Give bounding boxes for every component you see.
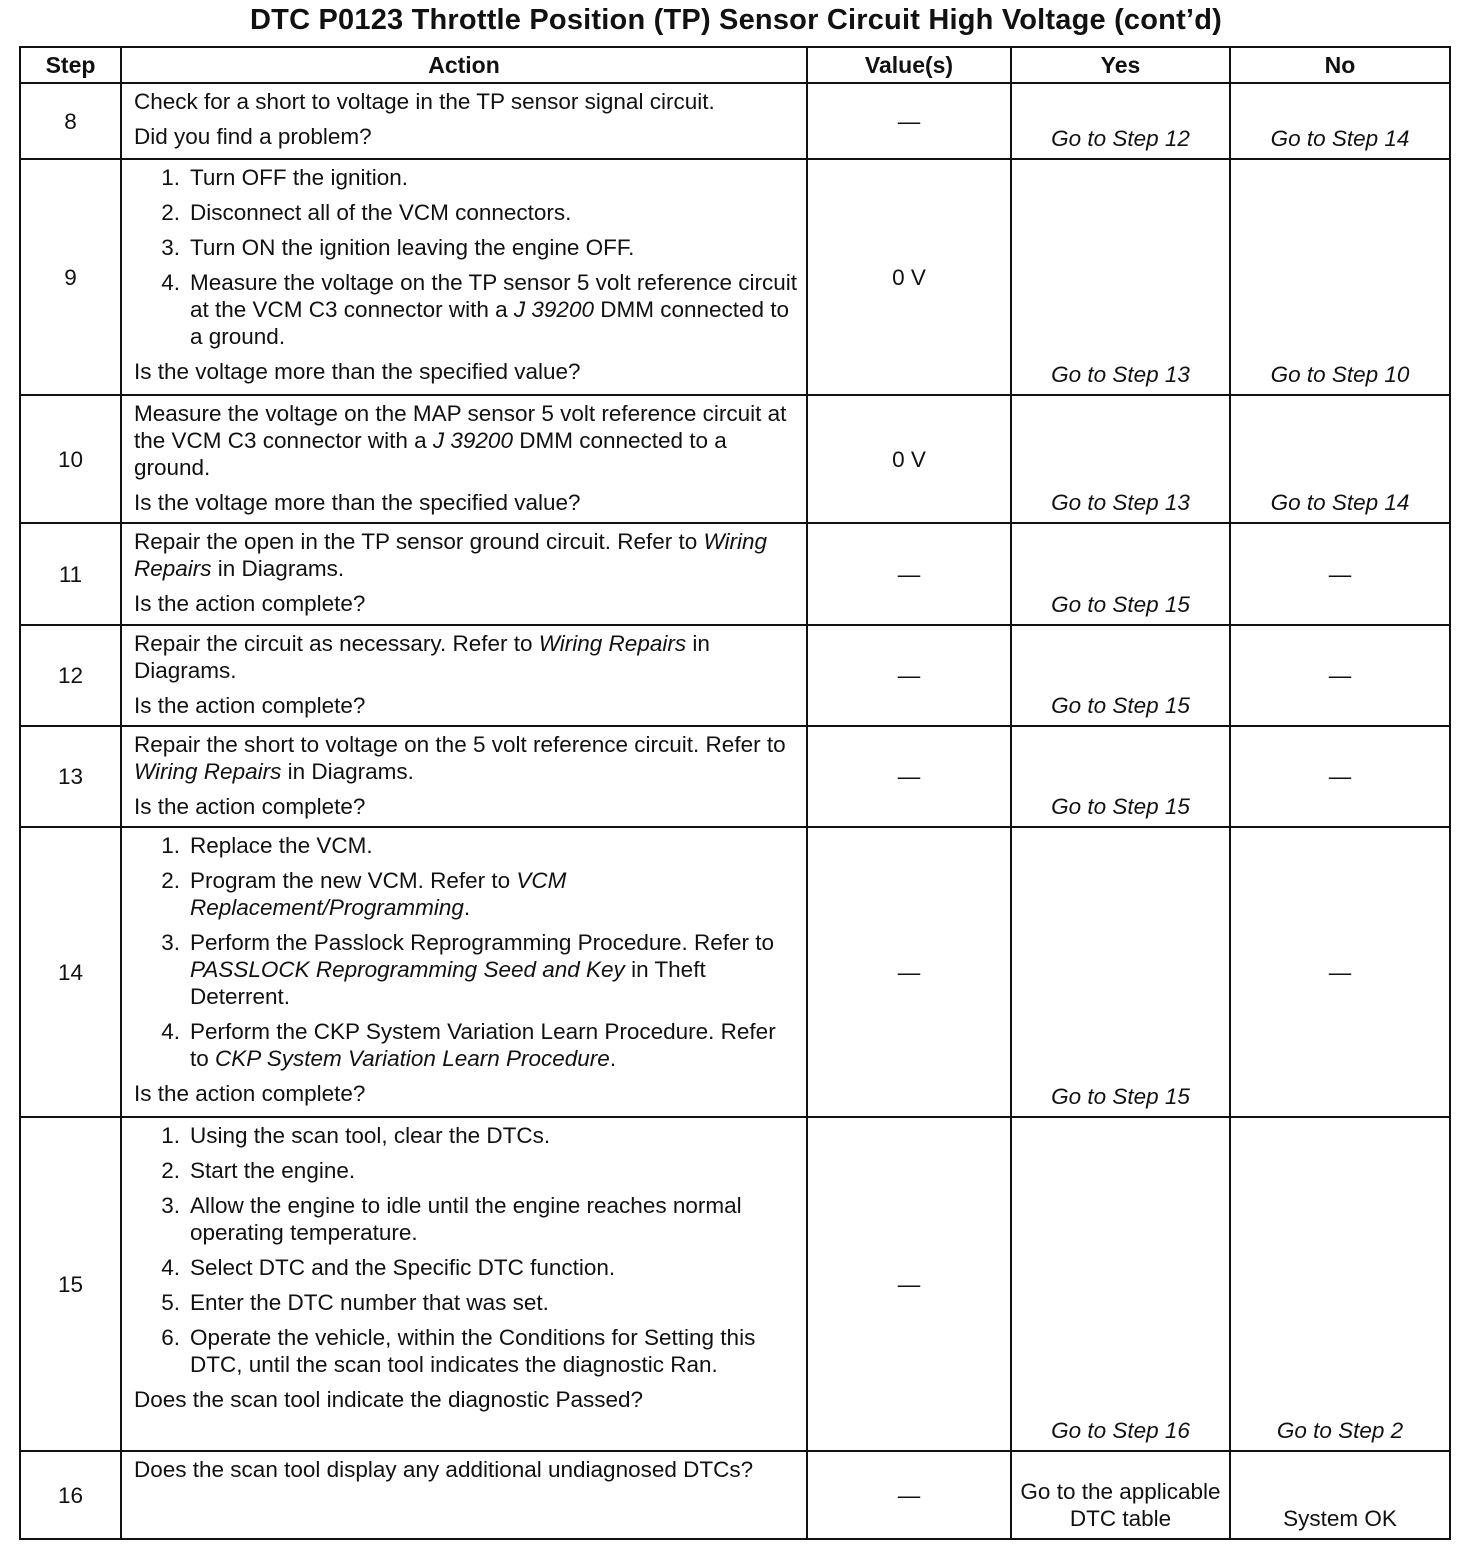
step-number: 15 (20, 1117, 121, 1451)
yes-cell: Go to Step 13 (1011, 159, 1230, 395)
action-question: Is the action complete? (134, 794, 366, 819)
action-question: Is the action complete? (134, 1081, 366, 1106)
action-question: Does the scan tool indicate the diagnostic Passed? (134, 1387, 644, 1412)
header-action: Action (121, 47, 807, 83)
header-values: Value(s) (807, 47, 1011, 83)
action-cell (121, 1117, 807, 1451)
document-reference: VCM Replacement/Programming (190, 868, 567, 920)
yes-cell: Go to the applicable DTC table (1011, 1451, 1230, 1539)
list-item: 6. Operate the vehicle, within the Conditions for Setting this DTC, until the scan tool indicates the diagnostic Ran. (161, 1325, 756, 1377)
yes-cell: Go to Step 15 (1011, 625, 1230, 726)
step-number: 16 (20, 1451, 121, 1539)
tool-reference: J 39200 (432, 428, 513, 453)
yes-cell: Go to Step 16 (1011, 1117, 1230, 1451)
document-reference: PASSLOCK Reprogramming Seed and Key (190, 957, 625, 982)
table-row-step-15 (20, 1117, 1450, 1451)
value-cell: — (807, 83, 1011, 159)
step-number: 8 (20, 83, 121, 159)
no-cell: — (1230, 827, 1450, 1117)
list-item: 1. Using the scan tool, clear the DTCs. (161, 1123, 551, 1148)
step-number: 9 (20, 159, 121, 395)
table-row-step-11 (20, 523, 1450, 625)
action-question: Is the action complete? (134, 693, 366, 718)
value-cell: 0 V (807, 395, 1011, 523)
action-text: Repair the circuit as necessary. Refer to Wiring Repairs in Diagrams. (134, 631, 710, 683)
action-cell (121, 83, 807, 159)
tool-reference: J 39200 (513, 297, 594, 322)
no-cell: Go to Step 14 (1230, 395, 1450, 523)
action-question: Is the action complete? (134, 591, 366, 616)
value-cell: 0 V (807, 159, 1011, 395)
list-item: 3. Allow the engine to idle until the engine reaches normal operating temperature. (161, 1193, 742, 1245)
no-cell: — (1230, 523, 1450, 625)
action-cell (121, 1451, 807, 1539)
step-number: 14 (20, 827, 121, 1117)
table-row-step-14 (20, 827, 1450, 1117)
action-text: Check for a short to voltage in the TP sensor signal circuit. (134, 89, 715, 114)
document-reference: Wiring Repairs (134, 529, 768, 581)
value-cell: — (807, 1451, 1011, 1539)
diagnostic-table (19, 46, 1451, 1540)
list-item: 3. Turn ON the ignition leaving the engine OFF. (161, 235, 635, 260)
action-cell (121, 625, 807, 726)
step-number: 11 (20, 523, 121, 625)
document-reference: Wiring Repairs (134, 759, 282, 784)
page-title: DTC P0123 Throttle Position (TP) Sensor Circuit High Voltage (cont’d) (250, 4, 1222, 36)
no-cell: System OK (1230, 1451, 1450, 1539)
list-item: 5. Enter the DTC number that was set. (161, 1290, 549, 1315)
document-reference: CKP System Variation Learn Procedure (215, 1046, 610, 1071)
no-cell: Go to Step 14 (1230, 83, 1450, 159)
yes-cell: Go to Step 12 (1011, 83, 1230, 159)
value-cell: — (807, 1117, 1011, 1451)
value-cell: — (807, 726, 1011, 827)
action-question: Is the voltage more than the specified value? (134, 490, 581, 515)
list-item: 2. Start the engine. (161, 1158, 356, 1183)
list-item: 2. Program the new VCM. Refer to VCM Replacement/Programming. (161, 868, 567, 920)
header-row (20, 47, 1450, 83)
yes-cell: Go to Step 13 (1011, 395, 1230, 523)
value-cell: — (807, 523, 1011, 625)
list-item: 1. Turn OFF the ignition. (161, 165, 409, 190)
action-text: Repair the short to voltage on the 5 volt reference circuit. Refer to Wiring Repairs in Diagrams. (134, 732, 786, 784)
step-number: 13 (20, 726, 121, 827)
action-cell (121, 395, 807, 523)
no-cell: — (1230, 625, 1450, 726)
action-question: Is the voltage more than the specified value? (134, 359, 581, 384)
action-cell (121, 726, 807, 827)
table-row-step-10 (20, 395, 1450, 523)
action-cell (121, 523, 807, 625)
yes-cell: Go to Step 15 (1011, 523, 1230, 625)
step-number: 10 (20, 395, 121, 523)
header-no: No (1230, 47, 1450, 83)
action-text: Repair the open in the TP sensor ground circuit. Refer to Wiring Repairs in Diagrams. (134, 529, 768, 581)
value-cell: — (807, 625, 1011, 726)
header-step: Step (20, 47, 121, 83)
table-row-step-13 (20, 726, 1450, 827)
action-text: Measure the voltage on the MAP sensor 5 volt reference circuit at the VCM C3 connector with a J 39200 DMM connected to a ground. (134, 401, 787, 480)
list-item: 4. Select DTC and the Specific DTC function. (161, 1255, 616, 1280)
list-item: 2. Disconnect all of the VCM connectors. (161, 200, 572, 225)
list-item: 3. Perform the Passlock Reprogramming Procedure. Refer to PASSLOCK Reprogramming Seed and Key in Theft Deterrent. (161, 930, 774, 1009)
action-cell (121, 827, 807, 1117)
table-row-step-8 (20, 83, 1450, 159)
yes-cell: Go to Step 15 (1011, 726, 1230, 827)
header-yes: Yes (1011, 47, 1230, 83)
yes-cell: Go to Step 15 (1011, 827, 1230, 1117)
table-row-step-16 (20, 1451, 1450, 1539)
no-cell: Go to Step 2 (1230, 1117, 1450, 1451)
list-item: 4. Perform the CKP System Variation Learn Procedure. Refer to CKP System Variation Learn Procedure. (161, 1019, 776, 1071)
action-cell (121, 159, 807, 395)
table-row-step-12 (20, 625, 1450, 726)
action-question: Did you find a problem? (134, 124, 372, 149)
step-number: 12 (20, 625, 121, 726)
value-cell: — (807, 827, 1011, 1117)
list-item: 4. Measure the voltage on the TP sensor 5 volt reference circuit at the VCM C3 connector with a J 39200 DMM connected to a ground. (161, 270, 797, 349)
table-row-step-9 (20, 159, 1450, 395)
no-cell: — (1230, 726, 1450, 827)
list-item: 1. Replace the VCM. (161, 833, 373, 858)
document-reference: Wiring Repairs (538, 631, 687, 656)
action-question: Does the scan tool display any additional undiagnosed DTCs? (134, 1457, 754, 1482)
no-cell: Go to Step 10 (1230, 159, 1450, 395)
